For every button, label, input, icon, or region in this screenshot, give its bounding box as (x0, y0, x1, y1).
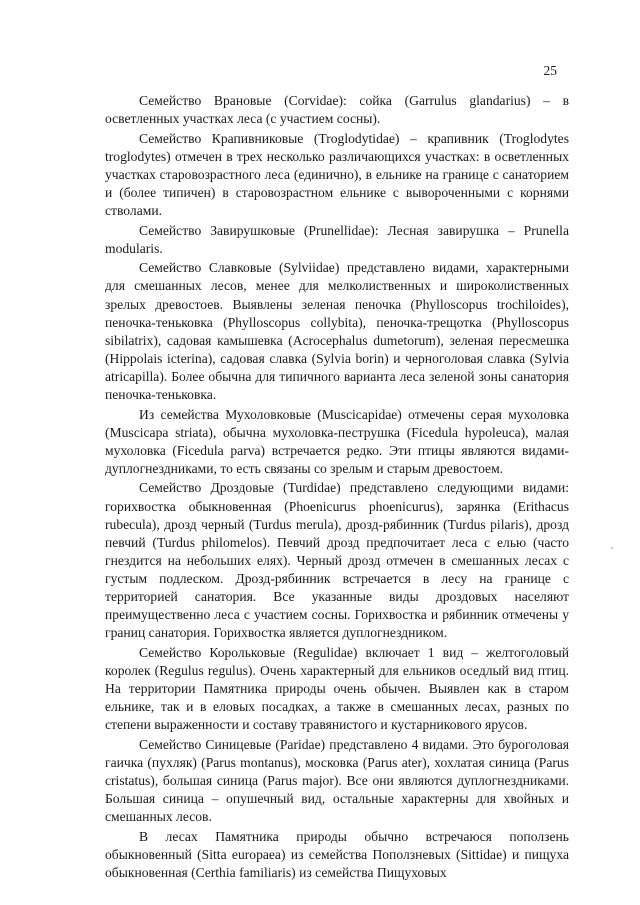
paragraph-sylviidae: Семейство Славковые (Sylviidae) представлено видами, характерными для смешанных лесов, менее для мелколиственных и широколиственных зрелых древостоев. Выявлены зеленая пеночка (Phylloscopus trochiloides), пеночка-теньковка (Phylloscopus collybita), пеночка-трещотка (Phylloscopus sibilatrix), садовая камышевка (Acrocephalus dumetorum), зеленая пересмешка (Hippolais icterina), садовая славка (Sylvia borin) и черноголовая славка (Sylvia atricapilla). Более обычна для типичного варианта леса зеленой зоны санатория пеночка-теньковка. (105, 260, 569, 402)
page-number: 25 (543, 63, 557, 78)
paragraph-prunellidae: Семейство Завирушковые (Prunellidae): Лесная завирушка – Prunella modularis. (105, 222, 569, 256)
scan-speck (611, 547, 613, 549)
paragraph-paridae: Семейство Синицевые (Paridae) представлено 4 видами. Это буроголовая гаичка (пухляк) (Parus montanus), московка (Parus ater), хохлатая синица (Parus cristatus), большая синица (Parus major). Все они являются дуплогнездниками. Большая синица – опушечный вид, остальные характерны для хвойных и смешанных лесов. (105, 736, 569, 825)
paragraph-turdidae: Семейство Дроздовые (Turdidae) представлено следующими видами: горихвостка обыкновенная (Phoenicurus phoenicurus), зарянка (Erithacus rubecula), дрозд черный (Turdus merula), дрозд-рябинник (Turdus pilaris), дрозд певчий (Turdus philomelos). Певчий дрозд предпочитает леса с елью (часто гнездится на небольших елях). Черный дрозд отмечен в смешанных лесах с густым подлеском. Дрозд-рябинник встречается в лесу на границе с территорией санатория. Все указанные виды дроздовых населяют преимущественно леса с участием сосны. Горихвостка и рябинник отмечены у границ санатория. Горихвостка является дуплогнездником. (105, 480, 569, 641)
body-text (105, 92, 569, 884)
paragraph-muscicapidae: Из семейства Мухоловковые (Muscicapidae) отмечены серая мухоловка (Muscicapa striata), обычна мухоловка-пеструшка (Ficedula hypoleuca), малая мухоловка (Ficedula parva) встречается редко. Эти птицы являются видами-дуплогнездниками, то есть связаны со зрелым и старым древостоем. (105, 406, 569, 476)
paragraph-troglodytidae: Семейство Крапивниковые (Troglodytidae) – крапивник (Troglodytes troglodytes) отмечен в трех несколько различающихся участках: в осветленных участках старовозрастного леса (единично), в ельнике на границе с санаторием и (более типичен) в старовозрастном ельнике с вывороченными с корнями стволами. (105, 130, 569, 219)
paragraph-corvidae: Семейство Врановые (Corvidae): сойка (Garrulus glandarius) – в осветленных участках леса (с участием сосны). (105, 93, 569, 127)
paragraph-sittidae-certhiidae: В лесах Памятника природы обычно встречаюся поползень обыкновенный (Sitta europaea) из семейства Поползневых (Sittidae) и пищуха обыкновенная (Certhia familiaris) из семейства Пищуховых (105, 828, 569, 880)
paragraph-regulidae: Семейство Корольковые (Regulidae) включает 1 вид – желтоголовый королек (Regulus regulus). Очень характерный для ельников оседлый вид птиц. На территории Памятника природы очень обычен. Выявлен как в старом ельнике, так и в еловых посадках, а также в смешанных лесах, разных по степени выраженности и составу травянистого и кустарникового ярусов. (105, 644, 569, 733)
